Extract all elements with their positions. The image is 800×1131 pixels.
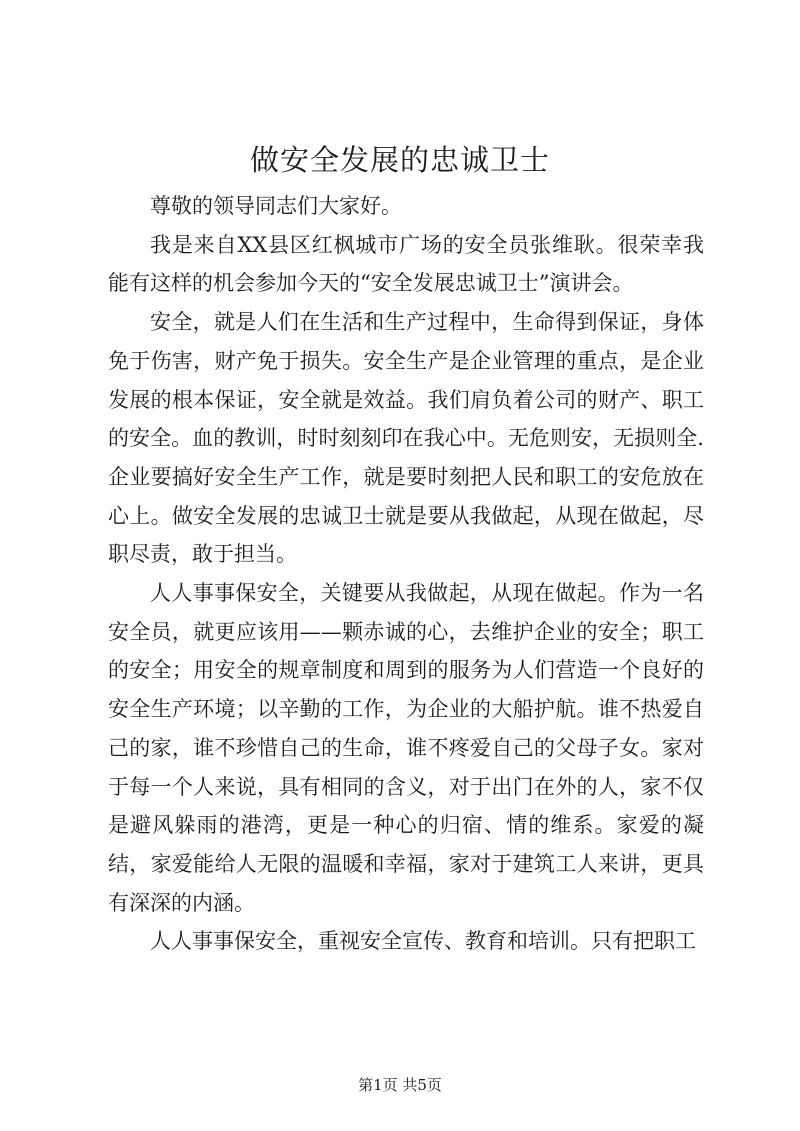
document-title: 做安全发展的忠诚卫士 (249, 143, 550, 177)
page-number-footer: 第1页 共5页 (358, 1076, 442, 1094)
document-body (108, 187, 704, 961)
paragraph-safety-training: 人人事事保安全，重视安全宣传、教育和培训。只有把职工 (150, 929, 696, 954)
paragraph-safety-definition: 安全，就是人们在生活和生产过程中，生命得到保证，身体免于伤害，财产免于损失。安全生产是企业管理的重点，是企业发展的根本保证，安全就是效益。我们肩负着公司的财产、职工的安全。血的教训，时时刻刻印在我心中。无危则安，无损则全.企业要搞好安全生产工作，就是要时刻把人民和职工的安危放在心上。做安全发展的忠诚卫士就是要从我做起，从现在做起，尽职尽责，敢于担当。 (108, 310, 704, 567)
paragraph-introduction: 我是来自XX县区红枫城市广场的安全员张维耿。很荣幸我能有这样的机会参加今天的“安全发展忠诚卫士”演讲会。 (108, 232, 704, 296)
paragraph-greeting: 尊敬的领导同志们大家好。 (150, 194, 402, 218)
paragraph-start-from-me: 人人事事保安全，关键要从我做起，从现在做起。作为一名安全员，就更应该用——颗赤诚的心，去维护企业的安全；职工的安全；用安全的规章制度和周到的服务为人们营造一个良好的安全生产环境；以辛勤的工作，为企业的大船护航。谁不热爱自己的家，谁不珍惜自己的生命，谁不疼爱自己的父母子女。家对于每一个人来说，具有相同的含义，对于出门在外的人，家不仅是避风躲雨的港湾，更是一种心的归宿、情的维系。家爱的凝结，家爱能给人无限的温暖和幸福，家对于建筑工人来讲，更具有深深的内涵。 (108, 581, 704, 915)
